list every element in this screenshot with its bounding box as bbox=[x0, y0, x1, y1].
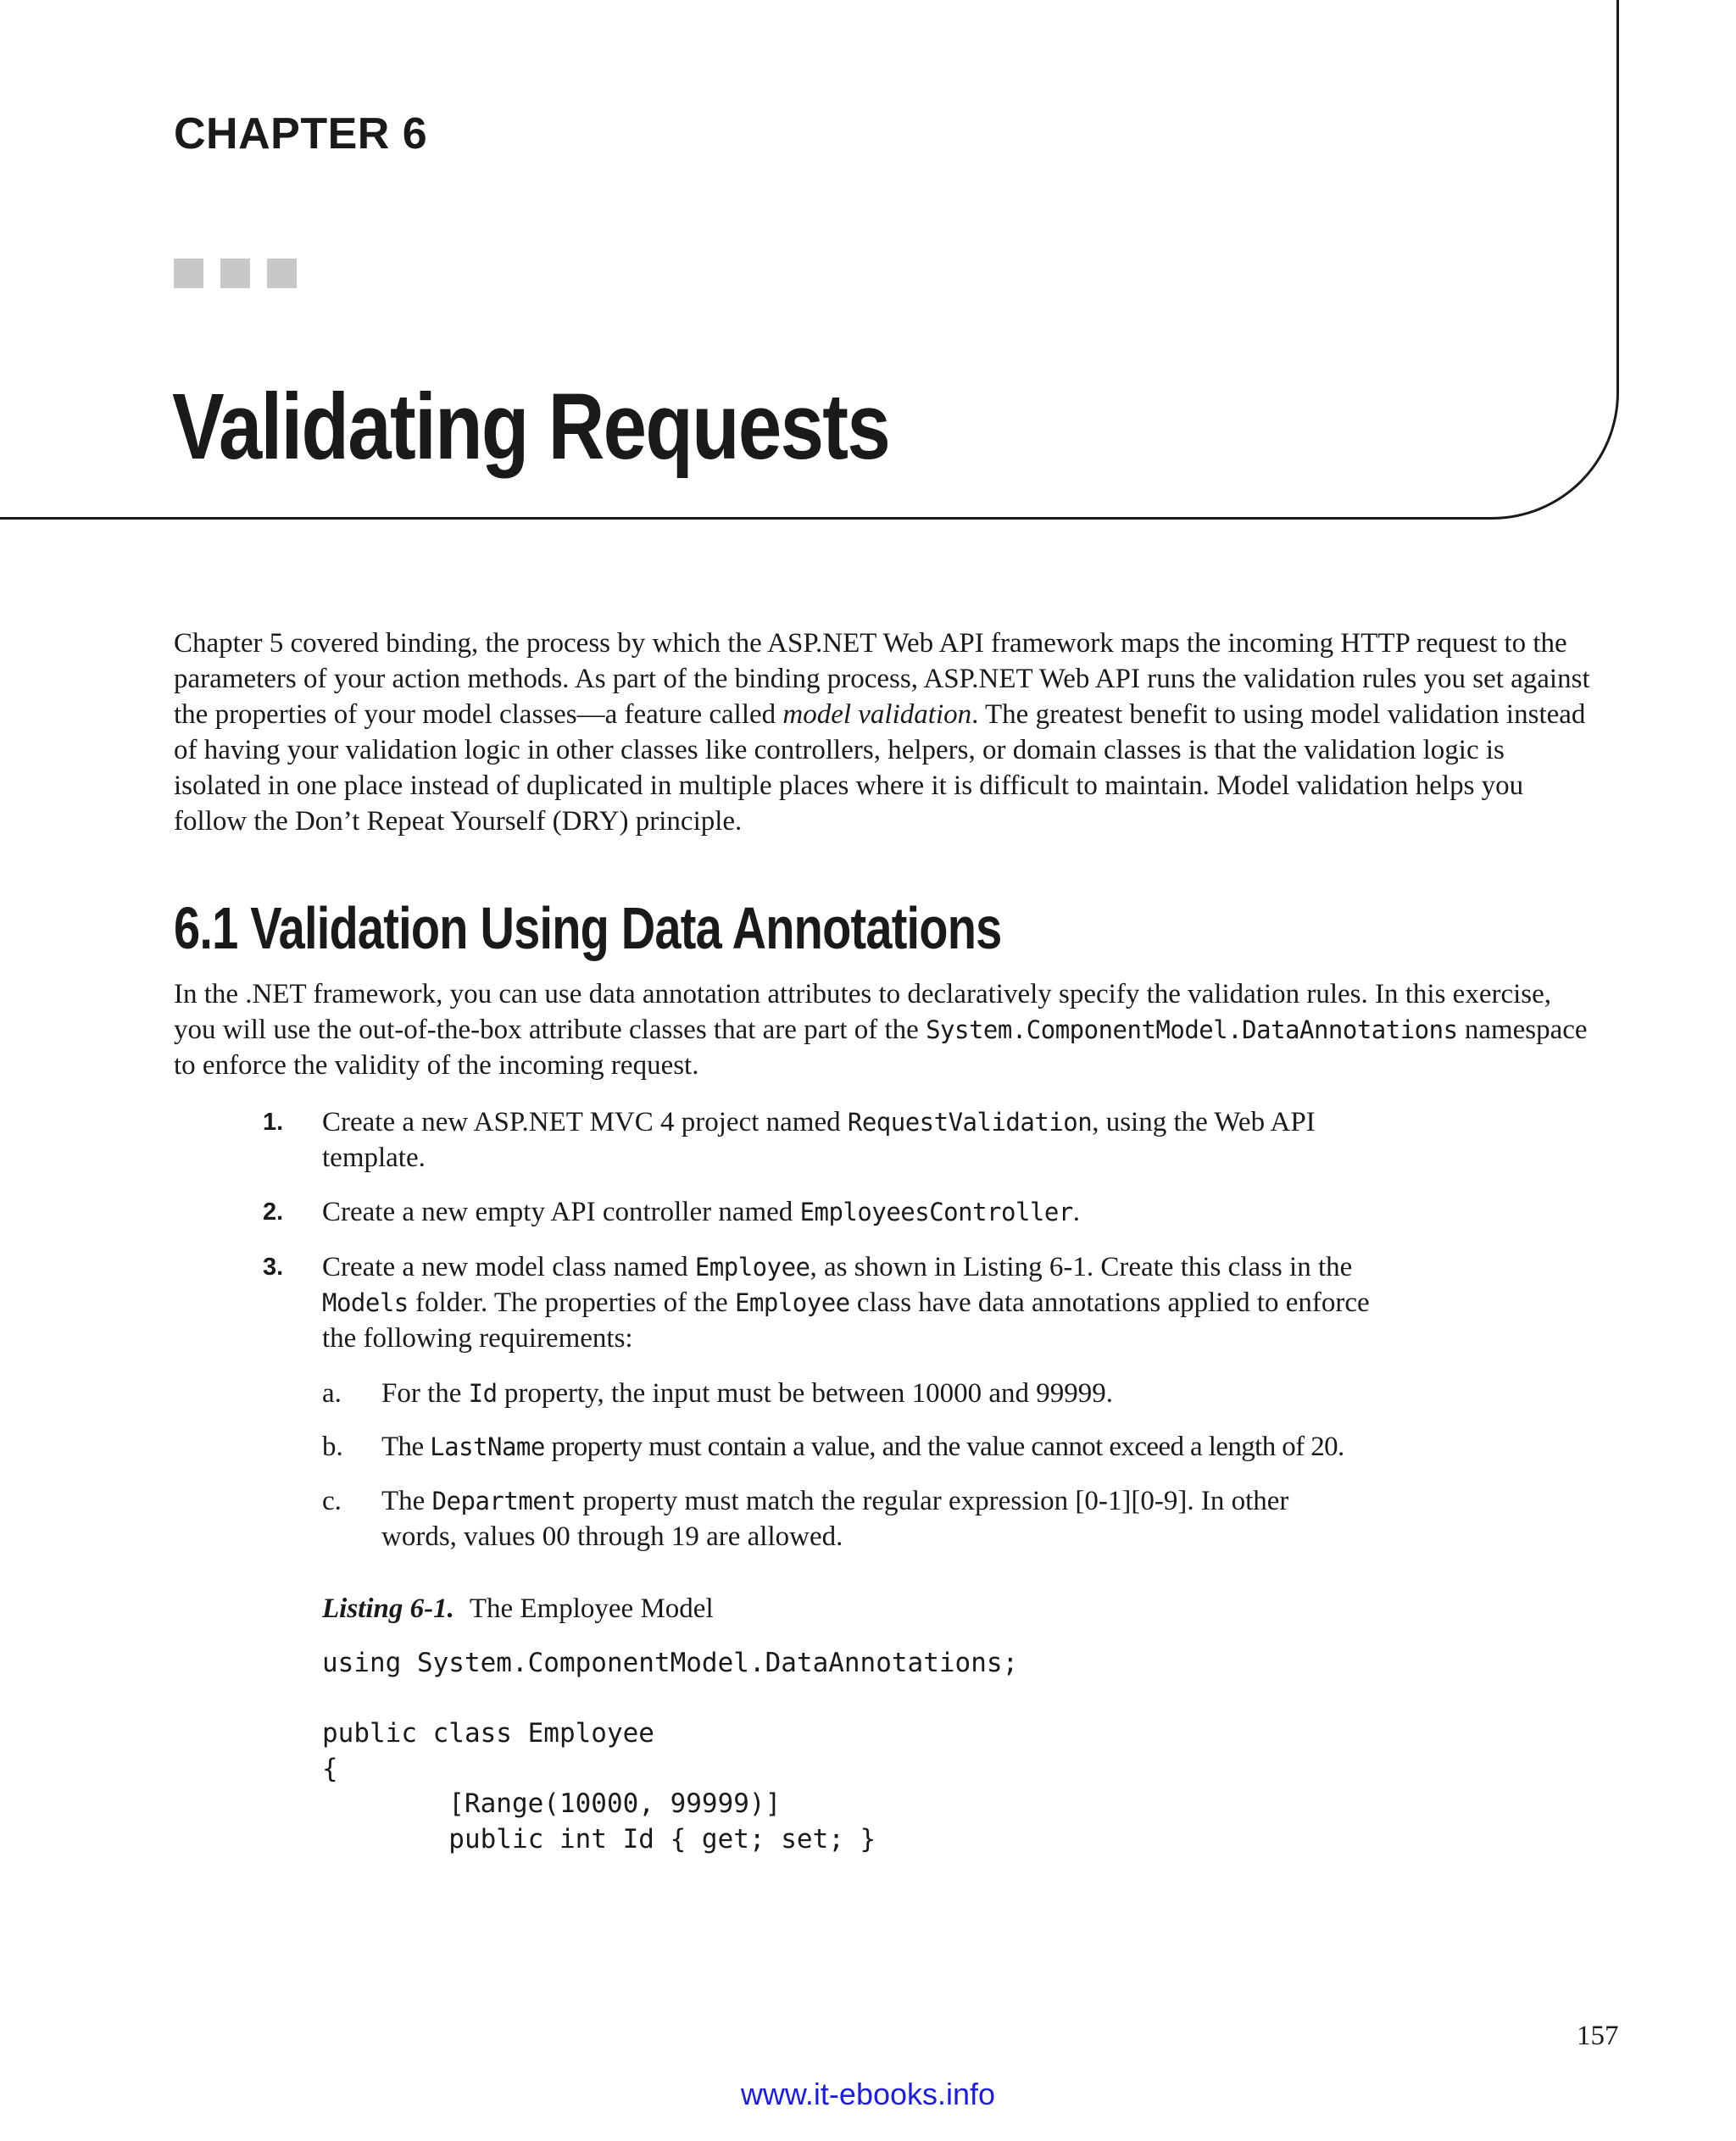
step-text bbox=[322, 1194, 1492, 1230]
step-code: EmployeesController bbox=[799, 1198, 1073, 1226]
namespace-code: System.ComponentModel.DataAnnotations bbox=[926, 1015, 1458, 1044]
substep-code: LastName bbox=[430, 1432, 545, 1461]
step-item bbox=[263, 1104, 1322, 1176]
ornament-square bbox=[174, 259, 203, 288]
step-text-part: class have data annotations applied to enforce the following requirements: bbox=[322, 1287, 1370, 1354]
substep-code: Id bbox=[468, 1379, 498, 1408]
substep-letter: c. bbox=[322, 1486, 342, 1516]
substep-code: Department bbox=[431, 1487, 576, 1515]
substep-text-part: property must match the regular expression [0-1][0-9]. In other words, values 00 through 19 are allowed. bbox=[381, 1486, 1289, 1552]
ornament-square bbox=[267, 259, 297, 288]
substep-item bbox=[322, 1376, 1509, 1411]
listing-caption bbox=[322, 1593, 714, 1625]
step-code: RequestValidation bbox=[847, 1108, 1093, 1137]
substep-item bbox=[322, 1483, 1365, 1554]
step-item bbox=[263, 1194, 1492, 1230]
chapter-label: CHAPTER 6 bbox=[174, 109, 428, 158]
intro-emphasis: model validation bbox=[782, 699, 972, 730]
intro-text: . The greatest benefit to using model validation instead of having your validation logic in other classes like controllers, helpers, or domain classes is that the validation logic is isolated in one place instead of duplicated in multiple places where it is difficult to maintain. Model validation helps you follow the Don’t Repeat Yourself (DRY) principle. bbox=[174, 699, 1586, 837]
listing-title: The Employee Model bbox=[469, 1593, 714, 1624]
substep-item bbox=[322, 1429, 1509, 1465]
step-code: Models bbox=[322, 1288, 409, 1317]
intro-paragraph bbox=[174, 626, 1598, 839]
step-text-part: Create a new ASP.NET MVC 4 project named bbox=[322, 1107, 848, 1137]
page-number: 157 bbox=[1577, 2021, 1619, 2051]
substep-text-part: The bbox=[381, 1486, 432, 1516]
step-text bbox=[322, 1104, 1322, 1176]
section-heading: 6.1 Validation Using Data Annotations bbox=[174, 895, 1002, 961]
substep-text-part: property, the input must be between 10000 and 99999. bbox=[497, 1378, 1114, 1409]
step-item bbox=[263, 1249, 1407, 1356]
step-number: 3. bbox=[263, 1254, 284, 1281]
substep-letter: a. bbox=[322, 1378, 342, 1409]
substep-text bbox=[381, 1429, 1509, 1465]
section-text: In the .NET framework, you can use data annotation attributes to declaratively specify the validation rules. In this exercise, you will use the out-of-the-box attribute classes that are part of the bbox=[174, 979, 1552, 1045]
section-paragraph bbox=[174, 976, 1598, 1083]
step-text-part: . bbox=[1072, 1197, 1081, 1227]
code-listing: using System.ComponentModel.DataAnnotations; public class Employee { [Range(10000, 99999)] public int Id { get; set; } bbox=[322, 1648, 1019, 1855]
substep-text bbox=[381, 1376, 1509, 1411]
section-text: namespace to enforce the validity of the incoming request. bbox=[174, 1015, 1588, 1081]
intro-text: Chapter 5 covered binding, the process by which the ASP.NET Web API framework maps the incoming HTTP request to the parameters of your action methods. As part of the binding process, ASP.NET Web API runs the validation rules you set against the properties of your model classes—a feature called bbox=[174, 628, 1590, 730]
step-text bbox=[322, 1249, 1407, 1356]
substep-text-part: The bbox=[381, 1432, 431, 1462]
step-code: Employee bbox=[734, 1288, 850, 1317]
step-text-part: , using the Web API template. bbox=[322, 1107, 1316, 1173]
chapter-ornament bbox=[174, 259, 297, 288]
step-code: Employee bbox=[694, 1253, 810, 1282]
chapter-title: Validating Requests bbox=[172, 375, 890, 479]
step-number: 2. bbox=[263, 1198, 284, 1226]
step-text-part: Create a new model class named bbox=[322, 1252, 695, 1282]
substep-text-part: For the bbox=[381, 1378, 469, 1409]
step-number: 1. bbox=[263, 1109, 284, 1136]
step-text-part: , as shown in Listing 6-1. Create this class in the bbox=[810, 1252, 1353, 1282]
step-text-part: folder. The properties of the bbox=[408, 1287, 735, 1318]
substep-text-part: property must contain a value, and the value cannot exceed a length of 20. bbox=[544, 1432, 1344, 1462]
listing-label: Listing 6-1. bbox=[322, 1593, 454, 1624]
step-text-part: Create a new empty API controller named bbox=[322, 1197, 800, 1227]
substep-letter: b. bbox=[322, 1432, 343, 1462]
substep-text bbox=[381, 1483, 1365, 1554]
ornament-square bbox=[220, 259, 250, 288]
site-link[interactable]: www.it-ebooks.info bbox=[740, 2077, 996, 2111]
